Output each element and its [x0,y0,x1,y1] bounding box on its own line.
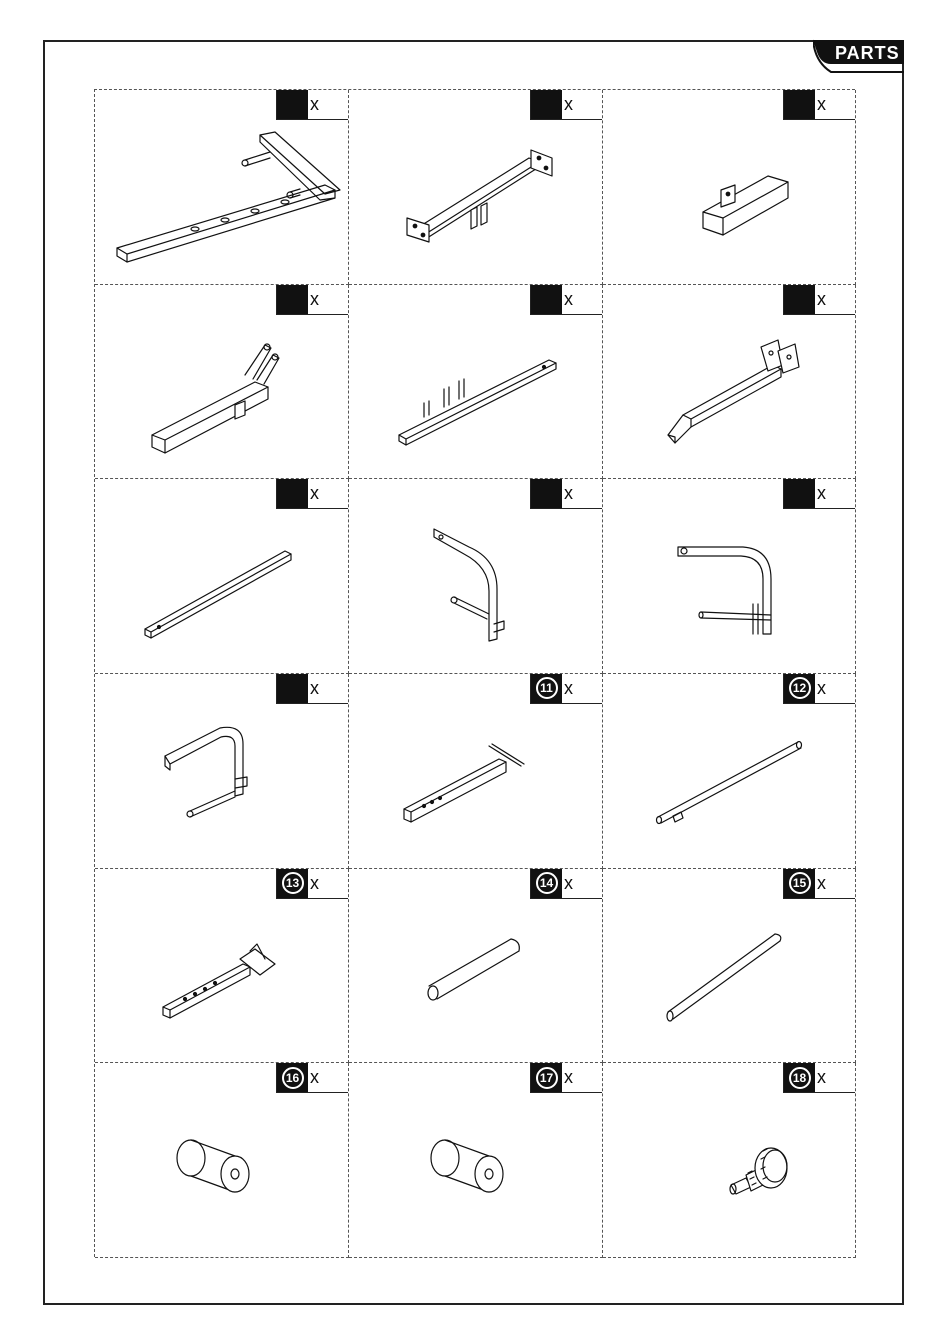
rod-drawing [603,674,857,868]
part-number: 14 [536,872,558,894]
part-cell-16 [95,1063,349,1258]
quantity-label: x [310,483,319,504]
part-cell-2 [349,90,603,285]
part-cell-8 [349,479,603,674]
medium-tube-drawing [603,869,857,1063]
part-cell-17 [349,1063,603,1258]
quantity-label: x [564,677,573,698]
part-cell-9 [603,479,856,674]
quantity-label: x [564,872,573,893]
parts-grid [94,89,855,1257]
part-cell-3 [603,90,856,285]
part-number: 11 [536,677,558,699]
u-bracket-drawing [95,674,349,868]
quantity-label: x [817,94,826,114]
foam-roller-drawing [349,1063,603,1257]
part-cell-11 [349,674,603,869]
part-cell-6 [603,285,856,480]
quantity-label: x [310,1067,319,1088]
quantity-label: x [564,94,573,114]
parts-tab [813,38,906,74]
part-cell-7 [95,479,349,674]
quantity-label: x [817,872,826,893]
long-tube-drawing [95,479,349,673]
part-cell-13 [95,869,349,1064]
adjustable-arm-drawing [95,869,349,1063]
part-cell-4 [95,285,349,480]
bench-rail-drawing [349,285,603,479]
part-cell-5 [349,285,603,480]
curved-arm-drawing [349,479,603,673]
quantity-label: x [564,483,573,504]
part-number: 15 [789,872,811,894]
upright-bracket-drawing [95,285,349,479]
foam-roller-drawing [95,1063,349,1257]
quantity-label: x [817,677,826,698]
curved-frame-drawing [603,479,857,673]
quantity-label: x [310,94,319,114]
part-number: 13 [282,872,304,894]
short-tube-drawing [349,869,603,1063]
quantity-label: x [817,483,826,504]
quantity-label: x [817,1067,826,1088]
knob-drawing [603,1063,857,1257]
part-cell-12 [603,674,856,869]
part-cell-18 [603,1063,856,1258]
part-number: 17 [536,1067,558,1089]
quantity-label: x [310,677,319,698]
parts-title: PARTS [835,43,900,63]
quantity-label: x [310,872,319,893]
part-cell-1 [95,90,349,285]
part-number: 18 [789,1067,811,1089]
main-frame-drawing [95,90,349,284]
angled-support-drawing [603,285,857,479]
quantity-label: x [564,288,573,309]
part-cell-10 [95,674,349,869]
t-bar-drawing [349,674,603,868]
quantity-label: x [817,288,826,309]
part-cell-15 [603,869,856,1064]
part-number: 12 [789,677,811,699]
crossbar-drawing [349,90,603,284]
bracket-sleeve-drawing [603,90,857,284]
quantity-label: x [564,1067,573,1088]
quantity-label: x [310,288,319,309]
part-number: 16 [282,1067,304,1089]
part-cell-14 [349,869,603,1064]
